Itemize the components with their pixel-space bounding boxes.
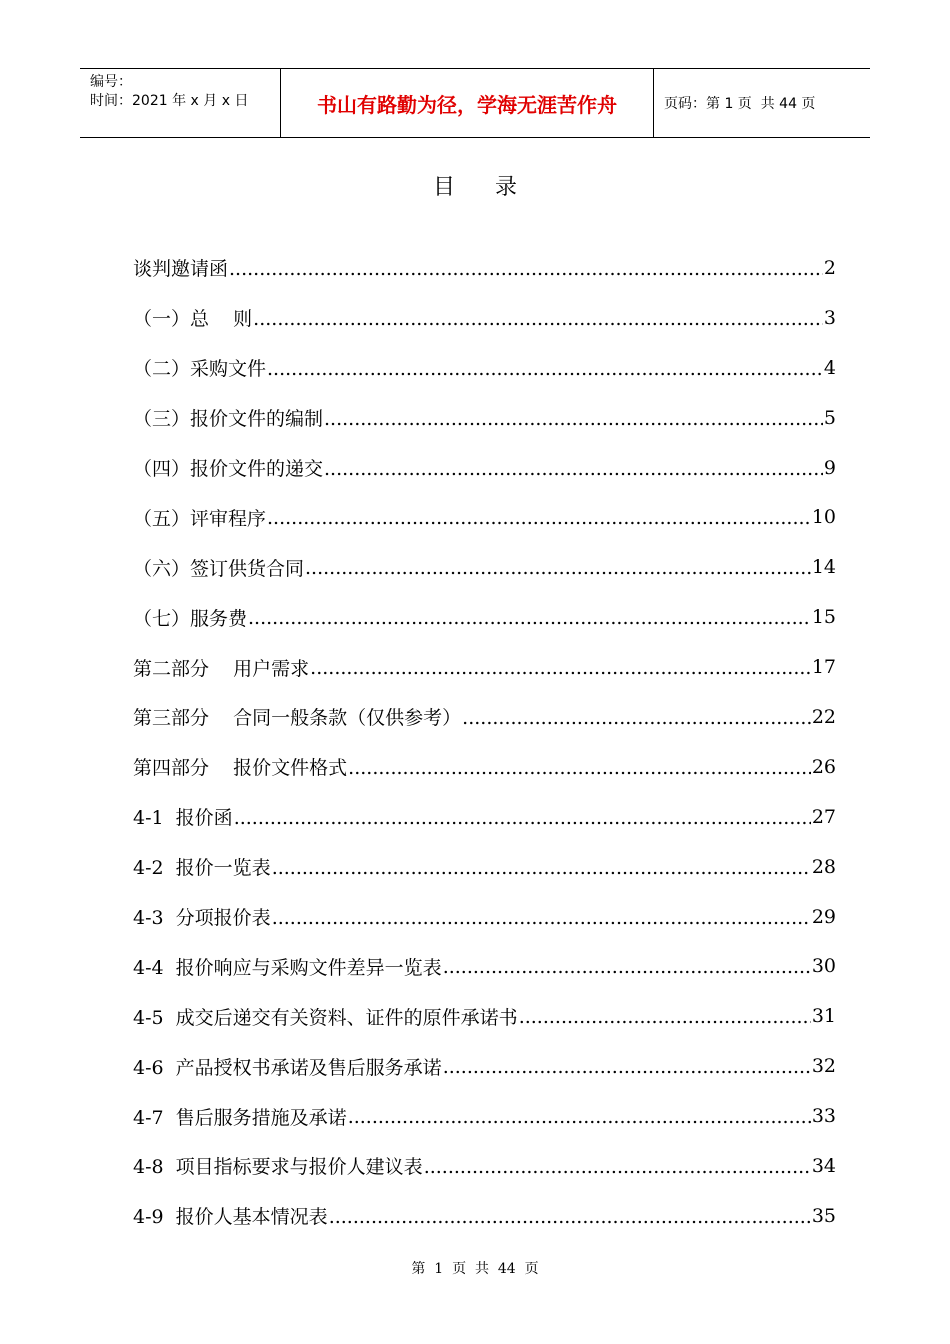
- toc-entry[interactable]: [133, 492, 836, 542]
- toc-leader-dots: [272, 857, 811, 879]
- toc-entry[interactable]: [133, 393, 836, 443]
- toc-leader-dots: [329, 1206, 811, 1228]
- toc-leader-dots: [324, 458, 823, 480]
- toc-entry-page: 3: [823, 306, 836, 329]
- toc-leader-dots: [272, 907, 811, 929]
- toc-entry[interactable]: [133, 293, 836, 343]
- toc-entry[interactable]: [133, 443, 836, 493]
- toc-entry[interactable]: [133, 742, 836, 792]
- toc-entry-page: 15: [811, 606, 836, 629]
- toc-leader-dots: [348, 757, 811, 779]
- page-title: [0, 170, 950, 201]
- toc-leader-dots: [234, 807, 811, 829]
- toc-leader-dots: [229, 258, 823, 280]
- toc-entry-page: 29: [811, 905, 836, 928]
- toc-entry-label: （一）总 则: [133, 308, 253, 331]
- toc-entry-page: 5: [823, 406, 836, 429]
- toc-leader-dots: [305, 557, 811, 579]
- toc-entry[interactable]: [133, 991, 836, 1041]
- toc-entry[interactable]: [133, 1091, 836, 1141]
- toc-leader-dots: [424, 1156, 811, 1178]
- toc-entry-page: 27: [811, 805, 836, 828]
- toc-entry-page: 22: [811, 705, 836, 728]
- toc-entry-page: 35: [811, 1204, 836, 1227]
- toc-entry-label: 4-8 项目指标要求与报价人建议表: [133, 1156, 423, 1179]
- toc-entry-label: （五）评审程序: [133, 507, 267, 530]
- header-page-info: [654, 69, 870, 137]
- toc-entry[interactable]: [133, 1191, 836, 1241]
- toc-entry-page: 17: [811, 656, 836, 679]
- toc-entry-page: 33: [811, 1105, 836, 1128]
- header-motto: 书山有路勤为径，学海无涯苦作舟: [281, 69, 654, 137]
- toc-entry[interactable]: [133, 792, 836, 842]
- toc-entry[interactable]: [133, 842, 836, 892]
- toc-entry-label: 第三部分 合同一般条款（仅供参考）: [133, 707, 462, 730]
- toc-leader-dots: [443, 1056, 811, 1078]
- toc-entry[interactable]: [133, 243, 836, 293]
- toc-entry-label: 4-6 产品授权书承诺及售后服务承诺: [133, 1056, 442, 1079]
- toc-entry[interactable]: [133, 1141, 836, 1191]
- footer-page-number: 第 1 页 共 44 页: [411, 1261, 539, 1277]
- toc-entry-label: （二）采购文件: [133, 358, 267, 381]
- toc-entry-label: （四）报价文件的递交: [133, 458, 324, 480]
- page-header: [80, 68, 870, 138]
- table-of-contents: [133, 243, 836, 1241]
- toc-entry-page: 10: [811, 506, 836, 529]
- toc-entry[interactable]: [133, 592, 836, 642]
- header-serial-label: 编号：: [90, 74, 132, 90]
- toc-entry-label: 4-4 报价响应与采购文件差异一览表: [133, 956, 442, 979]
- toc-entry-label: 谈判邀请函: [133, 258, 229, 281]
- toc-entry-page: 32: [811, 1055, 836, 1078]
- title-char-2: 录: [495, 175, 518, 200]
- toc-entry-page: 30: [811, 955, 836, 978]
- toc-entry-label: 第二部分 用户需求: [133, 657, 310, 680]
- toc-entry-label: （七）服务费: [133, 607, 248, 630]
- toc-leader-dots: [267, 358, 823, 380]
- toc-entry-label: 第四部分 报价文件格式: [133, 757, 348, 780]
- toc-entry[interactable]: [133, 343, 836, 393]
- toc-entry-label: 4-3 分项报价表: [133, 907, 271, 930]
- page-footer: [0, 1258, 950, 1278]
- toc-entry[interactable]: [133, 892, 836, 942]
- toc-leader-dots: [324, 408, 823, 430]
- toc-entry-page: 34: [811, 1154, 836, 1177]
- toc-entry[interactable]: [133, 692, 836, 742]
- toc-entry-label: 4-5 成交后递交有关资料、证件的原件承诺书: [133, 1006, 518, 1029]
- toc-leader-dots: [462, 707, 811, 729]
- toc-entry-page: 28: [811, 855, 836, 878]
- toc-entry[interactable]: [133, 642, 836, 692]
- toc-entry-label: （六）签订供货合同: [133, 557, 305, 580]
- header-meta: [80, 69, 281, 137]
- title-char-1: 目: [432, 175, 455, 200]
- toc-entry[interactable]: [133, 542, 836, 592]
- toc-entry-label: 4-1 报价函: [133, 807, 233, 830]
- toc-leader-dots: [310, 657, 811, 679]
- toc-leader-dots: [253, 308, 823, 330]
- toc-entry-label: 4-9 报价人基本情况表: [133, 1206, 328, 1229]
- toc-entry-label: 4-2 报价一览表: [133, 857, 271, 880]
- toc-leader-dots: [519, 1006, 811, 1028]
- toc-entry-page: 14: [811, 556, 836, 579]
- toc-leader-dots: [443, 956, 811, 978]
- toc-leader-dots: [348, 1106, 811, 1128]
- toc-entry-label: 4-7 售后服务措施及承诺: [133, 1106, 347, 1129]
- toc-entry-label: （三）报价文件的编制: [133, 408, 324, 431]
- toc-entry[interactable]: [133, 941, 836, 991]
- header-date: 时间：2021 年 x 月 x 日: [90, 93, 249, 109]
- header-page-info-text: 页码：第 1 页 共 44 页: [664, 96, 816, 112]
- toc-leader-dots: [267, 507, 811, 529]
- toc-entry-page: 4: [823, 356, 836, 379]
- toc-leader-dots: [248, 607, 811, 629]
- toc-entry-page: 2: [823, 256, 836, 279]
- toc-entry-page: 26: [811, 755, 836, 778]
- toc-entry-page: 9: [823, 456, 836, 479]
- toc-entry-page: 31: [811, 1005, 836, 1028]
- toc-entry[interactable]: [133, 1041, 836, 1091]
